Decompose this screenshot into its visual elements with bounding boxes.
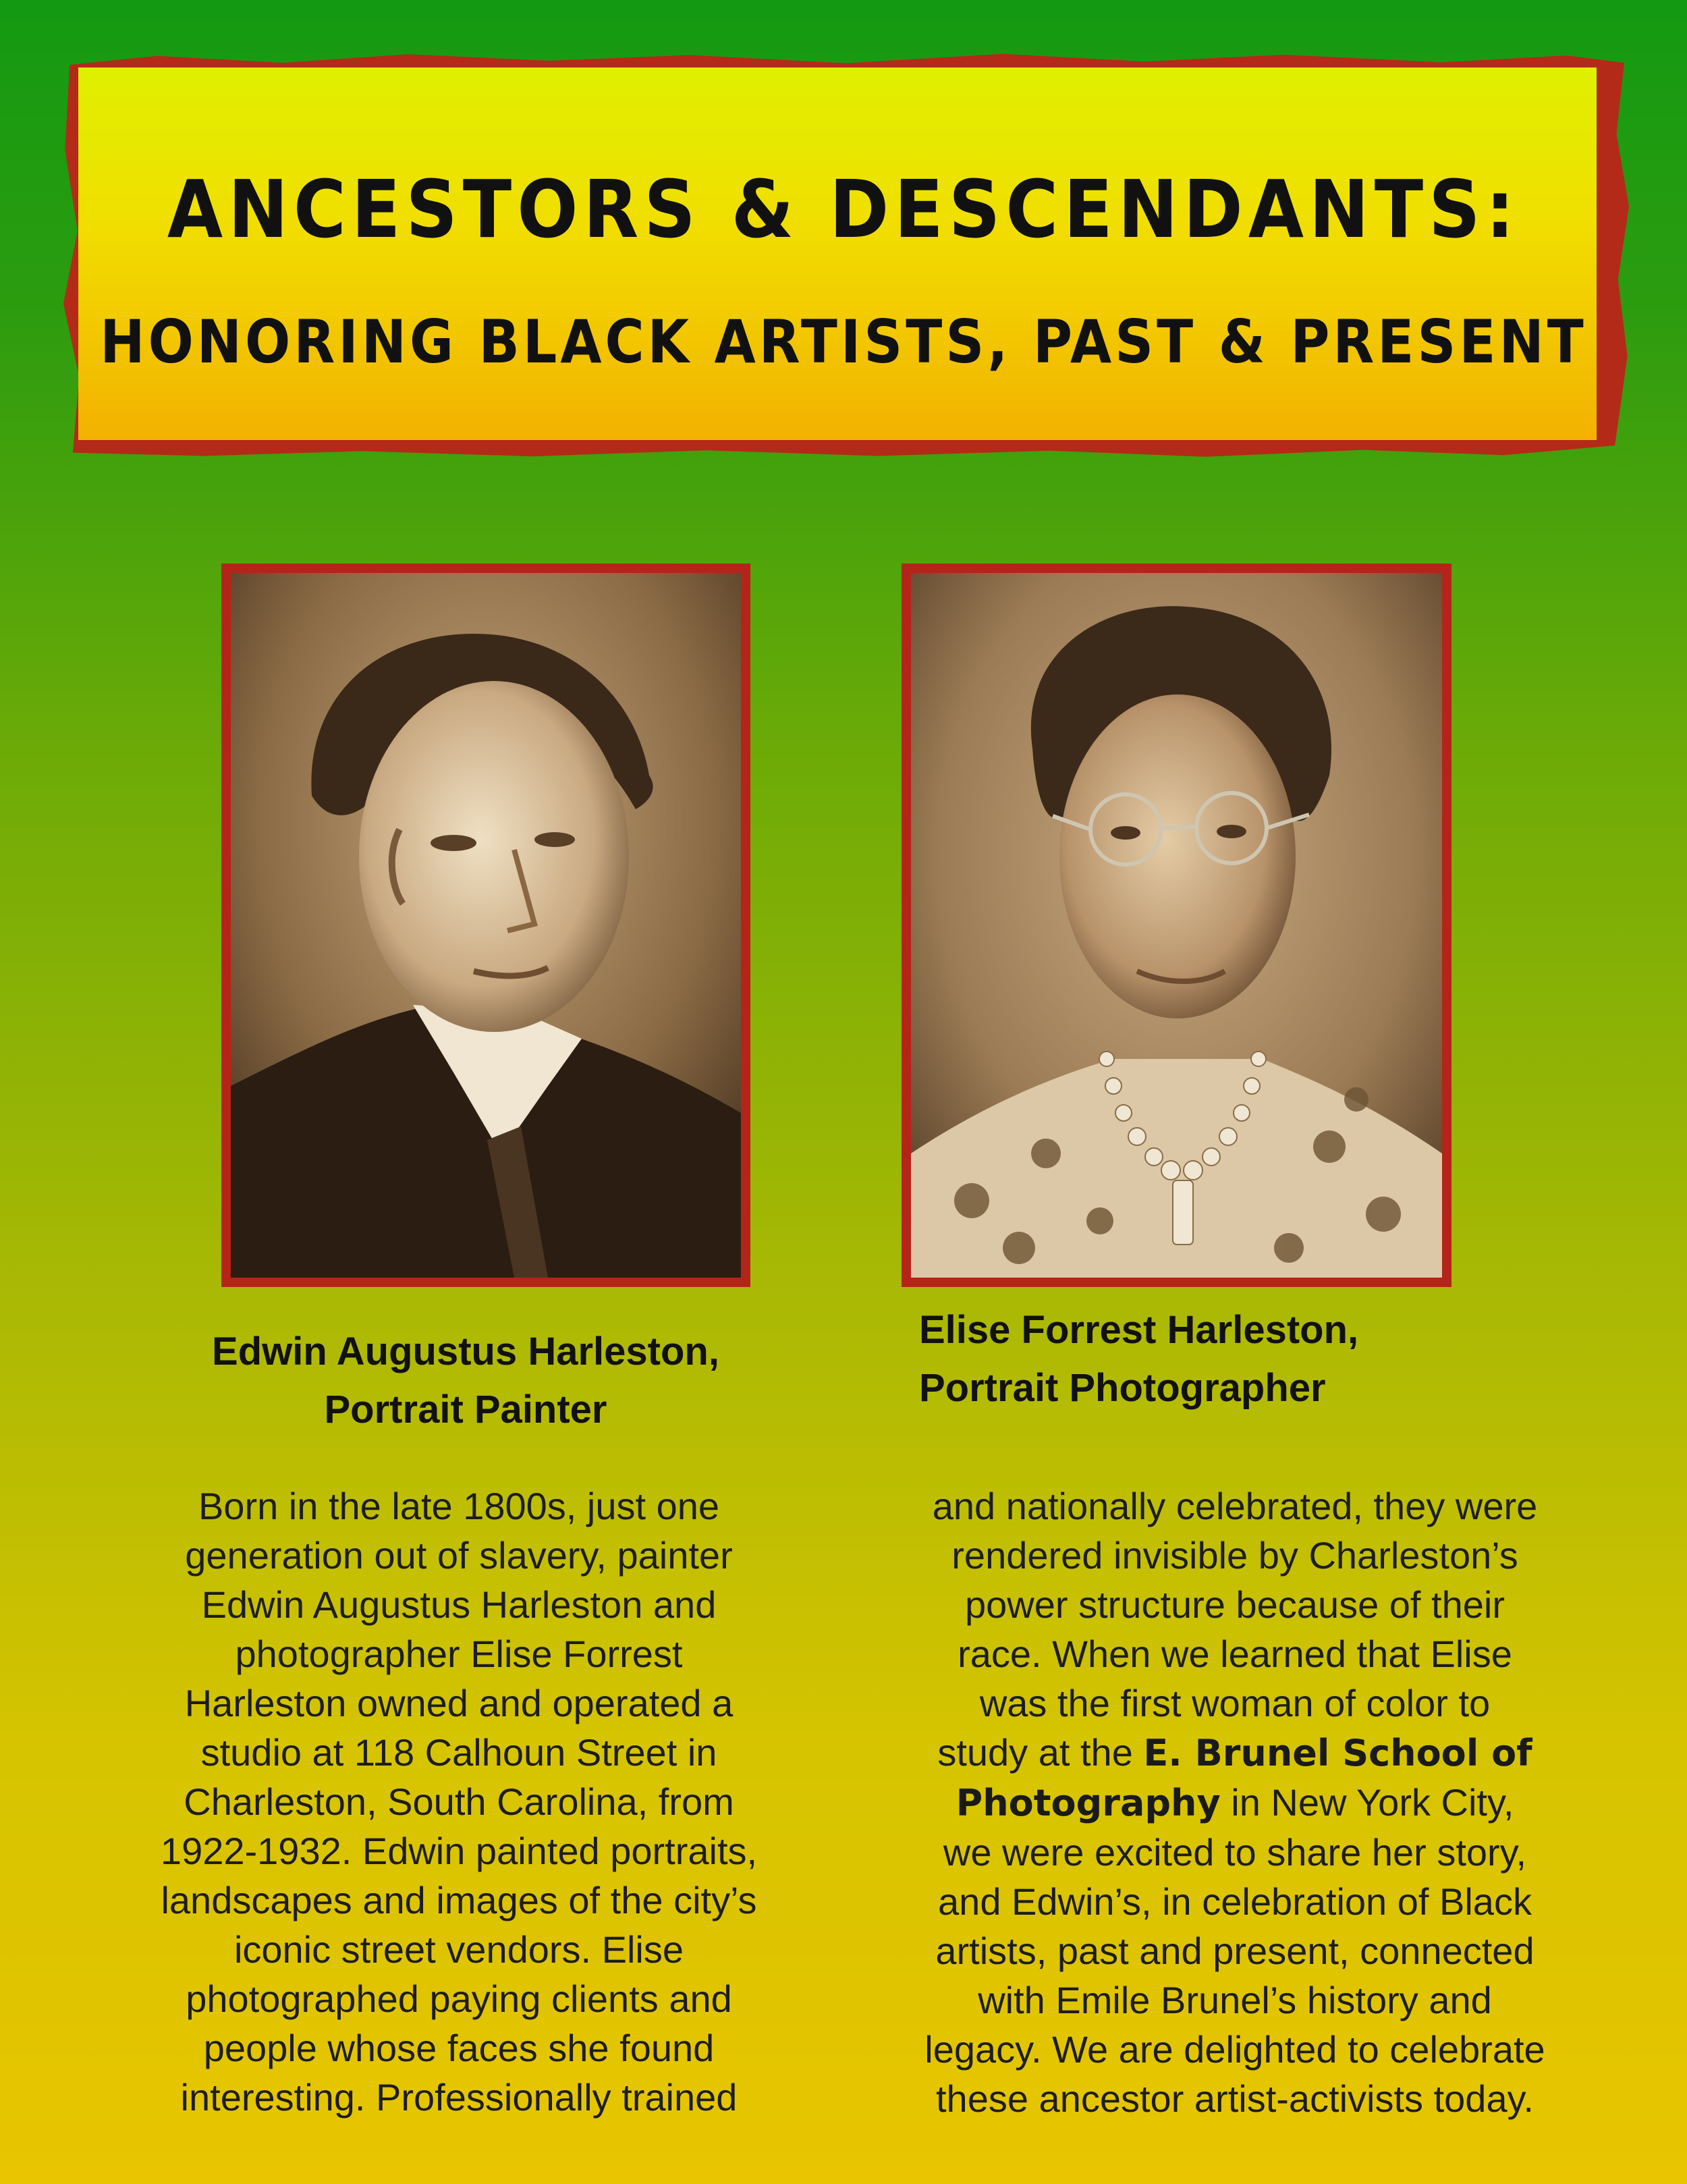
body-line: artists, past and present, connected <box>935 1930 1534 1972</box>
body-line: generation out of slavery, painter <box>185 1534 733 1577</box>
page-subtitle: HONORING BLACK ARTISTS, PAST & PRESENT <box>100 307 1587 377</box>
body-line: legacy. We are delighted to celebrate <box>924 2028 1545 2071</box>
body-line: power structure because of their <box>965 1583 1505 1626</box>
body-fragment: study at the <box>937 1731 1144 1774</box>
body-line: these ancestor artist-activists today. <box>936 2077 1534 2120</box>
body-line: rendered invisible by Charleston’s <box>951 1534 1518 1577</box>
page-title: ANCESTORS & DESCENDANTS: <box>167 163 1520 256</box>
body-line: interesting. Professionally trained <box>180 2076 738 2119</box>
body-line: Harleston owned and operated a <box>184 1682 734 1724</box>
portrait-elise-role: Portrait Photographer <box>919 1366 1326 1410</box>
body-fragment: in New York City, <box>1220 1781 1514 1824</box>
body-line-school-2 <box>860 1778 1609 1828</box>
body-line: photographed paying clients and <box>186 1977 732 2020</box>
body-line: was the first woman of color to <box>979 1682 1491 1724</box>
body-line: and nationally celebrated, they were <box>932 1485 1538 1527</box>
portrait-edwin-name: Edwin Augustus Harleston, <box>212 1330 719 1373</box>
body-line: 1922-1932. Edwin painted portraits, <box>160 1830 758 1872</box>
body-text-right <box>860 1481 1609 2123</box>
portrait-elise-frame <box>902 564 1451 1287</box>
body-line: people whose faces she found <box>203 2027 715 2069</box>
portrait-edwin-role: Portrait Painter <box>324 1388 607 1431</box>
body-line: with Emile Brunel’s history and <box>978 1979 1492 2021</box>
portrait-edwin-frame <box>221 564 750 1287</box>
portrait-edwin-photo <box>231 573 741 1278</box>
body-line: we were excited to share her story, <box>943 1831 1527 1874</box>
portrait-elise-photo <box>911 573 1442 1278</box>
body-line: and Edwin’s, in celebration of Black <box>938 1880 1532 1923</box>
portrait-elise-name: Elise Forrest Harleston, <box>919 1308 1359 1352</box>
body-line: race. When we learned that Elise <box>958 1633 1512 1675</box>
body-line: studio at 118 Calhoun Street in <box>200 1731 717 1774</box>
body-line: iconic street vendors. Elise <box>233 1928 684 1971</box>
body-line: landscapes and images of the city’s <box>161 1879 757 1921</box>
school-name-highlight: E. Brunel School of <box>1143 1732 1532 1774</box>
portrait-elise-caption <box>919 1301 1594 1417</box>
body-line: Charleston, South Carolina, from <box>184 1780 734 1823</box>
school-name-highlight: Photography <box>956 1782 1221 1824</box>
body-line: Edwin Augustus Harleston and <box>201 1583 717 1626</box>
body-line-school <box>860 1728 1609 1778</box>
body-line: photographer Elise Forrest <box>235 1633 683 1675</box>
portrait-edwin-caption <box>128 1323 803 1439</box>
body-line: Born in the late 1800s, just one <box>198 1485 720 1527</box>
body-text-left <box>101 1481 817 2122</box>
